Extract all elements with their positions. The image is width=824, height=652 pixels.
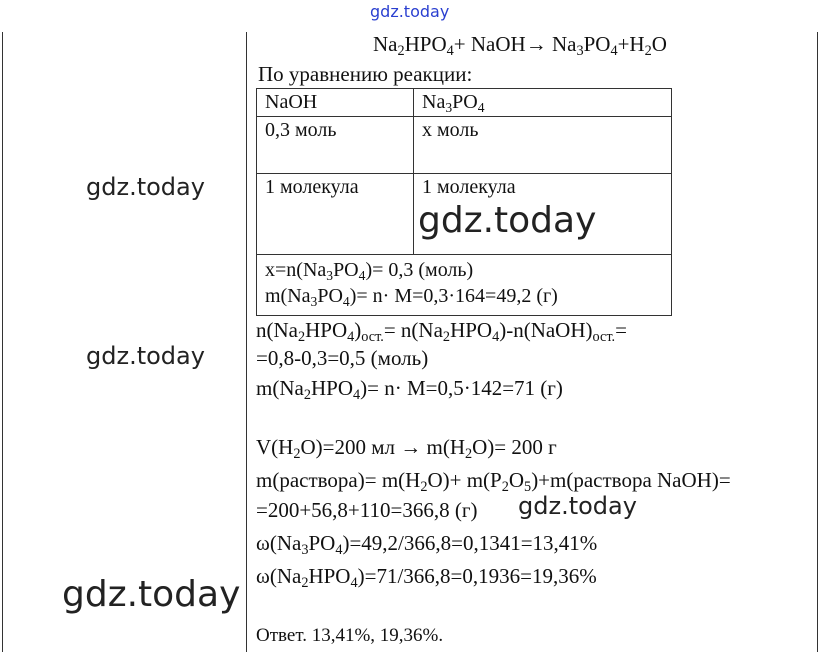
watermark-top: gdz.today	[370, 2, 450, 21]
intro-text: По уравнению реакции:	[258, 62, 473, 86]
table-cell: 1 молекула	[257, 174, 414, 255]
solution-line-6: =200+56,8+110=366,8 (г)	[256, 498, 478, 522]
table-cell-naoh-header: NaOH	[257, 89, 414, 117]
watermark-right: gdz.today	[518, 492, 637, 520]
solution-line-4: $V(H_2O)=200$ мл → $m(H_2O)= 200$ г	[256, 435, 557, 462]
table-cell: 0,3 моль	[257, 117, 414, 174]
solution-line-2: =0,8-0,3=0,5 (моль)	[256, 346, 429, 370]
column-divider	[246, 32, 247, 652]
table-row	[257, 255, 672, 316]
calc-line-n: $x=n(Na_3PO_4)= 0,3$ (моль)	[265, 259, 474, 283]
solution-line-1: $n(Na_2HPO_4)_{ост.}=$ $n(Na_2HPO_4)-n(NaOH)_{ост.}=$	[256, 318, 627, 345]
table-row	[257, 117, 672, 174]
table-cell-calculation	[257, 255, 672, 316]
watermark-left-2: gdz.today	[86, 342, 205, 370]
table-cell-na3po4-header: $Na_3PO_4$	[414, 89, 672, 117]
page-border-right	[817, 32, 818, 652]
calc-line-m: $m(Na_3PO_4)= n\cdot M=0,3\cdot 164=49,2$ (г)	[265, 285, 558, 309]
solution-line-5: m(раствора)= $m(H_2O)+$ $m(P_2O_5)+m(раствора$ NaOH)=	[256, 468, 731, 495]
solution-line-3: $m(Na_2HPO_4)= n\cdot M=0,5\cdot 142=71$ (г)	[256, 376, 563, 403]
solution-line-7: $\omega(Na_3PO_4)=49,2/366,8=0,1341=13,41\%$	[256, 531, 598, 558]
reaction-equation: $Na_2HPO_4+$ NaOH→ $Na_3PO_4+H_2O$	[373, 32, 667, 59]
table-row	[257, 89, 672, 117]
watermark-left-3: gdz.today	[62, 574, 241, 615]
page-border-left	[2, 32, 3, 652]
watermark-left-1: gdz.today	[86, 173, 205, 201]
watermark-table: gdz.today	[418, 200, 597, 241]
solution-line-8: $\omega(Na_2HPO_4)=71/366,8=0,1936=19,36\%$	[256, 564, 597, 591]
answer-line: Ответ. 13,41%, 19,36%.	[256, 625, 444, 646]
table-cell: x моль	[414, 117, 672, 174]
table-cell: 1 молекула	[414, 174, 672, 255]
